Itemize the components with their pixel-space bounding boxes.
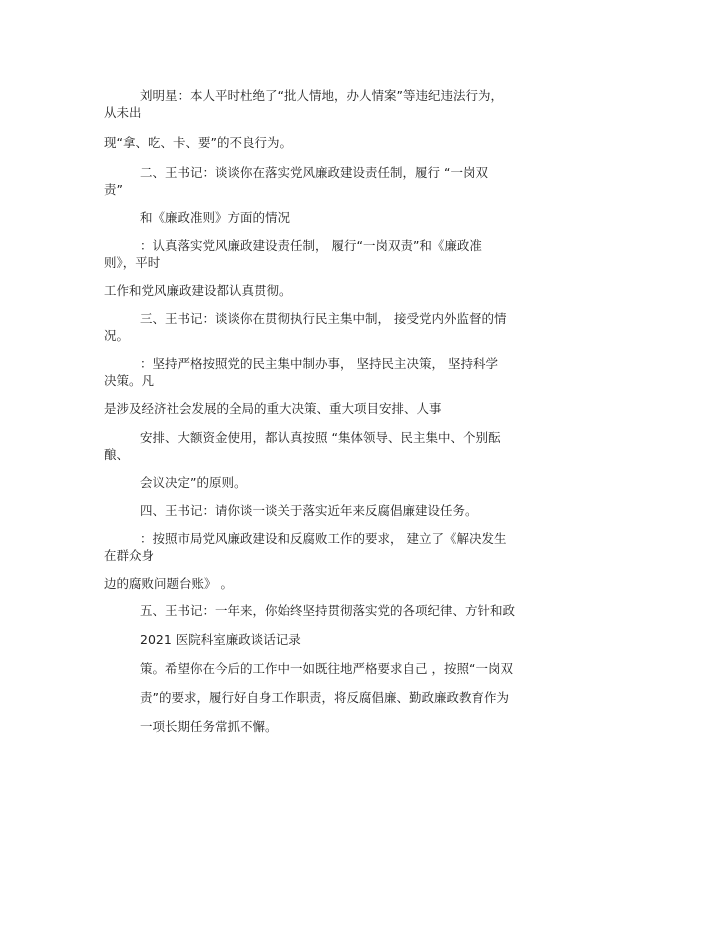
text-line: 和《廉政准则》方面的情况	[140, 210, 291, 225]
text-line: 酿、	[104, 447, 130, 462]
text-line: 一项长期任务常抓不懈。	[140, 719, 278, 734]
text-line: 策。希望你在今后的工作中一如既往地严格要求自己 ，按照“一岗双	[140, 661, 513, 676]
text-line: 是涉及经济社会发展的全局的重大决策、重大项目安排、人事	[104, 401, 442, 416]
text-line: 三、王书记：谈谈你在贯彻执行民主集中制， 接受党内外监督的情	[140, 311, 507, 326]
text-line: 责”	[104, 182, 123, 197]
text-line: 工作和党风廉政建设都认真贯彻。	[104, 283, 292, 298]
text-line: ：坚持严格按照党的民主集中制办事， 坚持民主决策， 坚持科学	[140, 356, 498, 371]
text-line: 在群众身	[104, 548, 155, 563]
text-line: 从未出	[104, 105, 142, 120]
text-line: 现“拿、吃、卡、要”的不良行为。	[104, 135, 292, 150]
text-line: 况。	[104, 328, 130, 343]
text-line: 刘明星：本人平时杜绝了“批人情地，办人情案”等违纪违法行为，	[140, 88, 503, 103]
text-line: 决策。凡	[104, 373, 155, 388]
text-line: 二、王书记：谈谈你在落实党风廉政建设责任制，履行 “一岗双	[140, 165, 488, 180]
text-line: 2021 医院科室廉政谈话记录	[140, 632, 301, 647]
text-line: 会议决定”的原则。	[140, 475, 247, 490]
text-line: ：认真落实党风廉政建设责任制， 履行“一岗双责”和《廉政准	[140, 238, 482, 253]
text-line: 安排、大额资金使用，都认真按照 “集体领导、民主集中、个别酝	[140, 430, 501, 445]
text-line: 四、王书记：请你谈一谈关于落实近年来反腐倡廉建设任务。	[140, 503, 478, 518]
text-line: ：按照市局党风廉政建设和反腐败工作的要求， 建立了《解决发生	[140, 531, 507, 546]
text-line: 五、王书记：一年来，你始终坚持贯彻落实党的各项纪律、方针和政	[140, 603, 516, 618]
text-line: 责”的要求，履行好自身工作职责，将反腐倡廉、勤政廉政教育作为	[140, 690, 509, 705]
text-line: 边的腐败问题台账》 。	[104, 576, 233, 591]
text-line: 则》，平时	[104, 255, 161, 270]
